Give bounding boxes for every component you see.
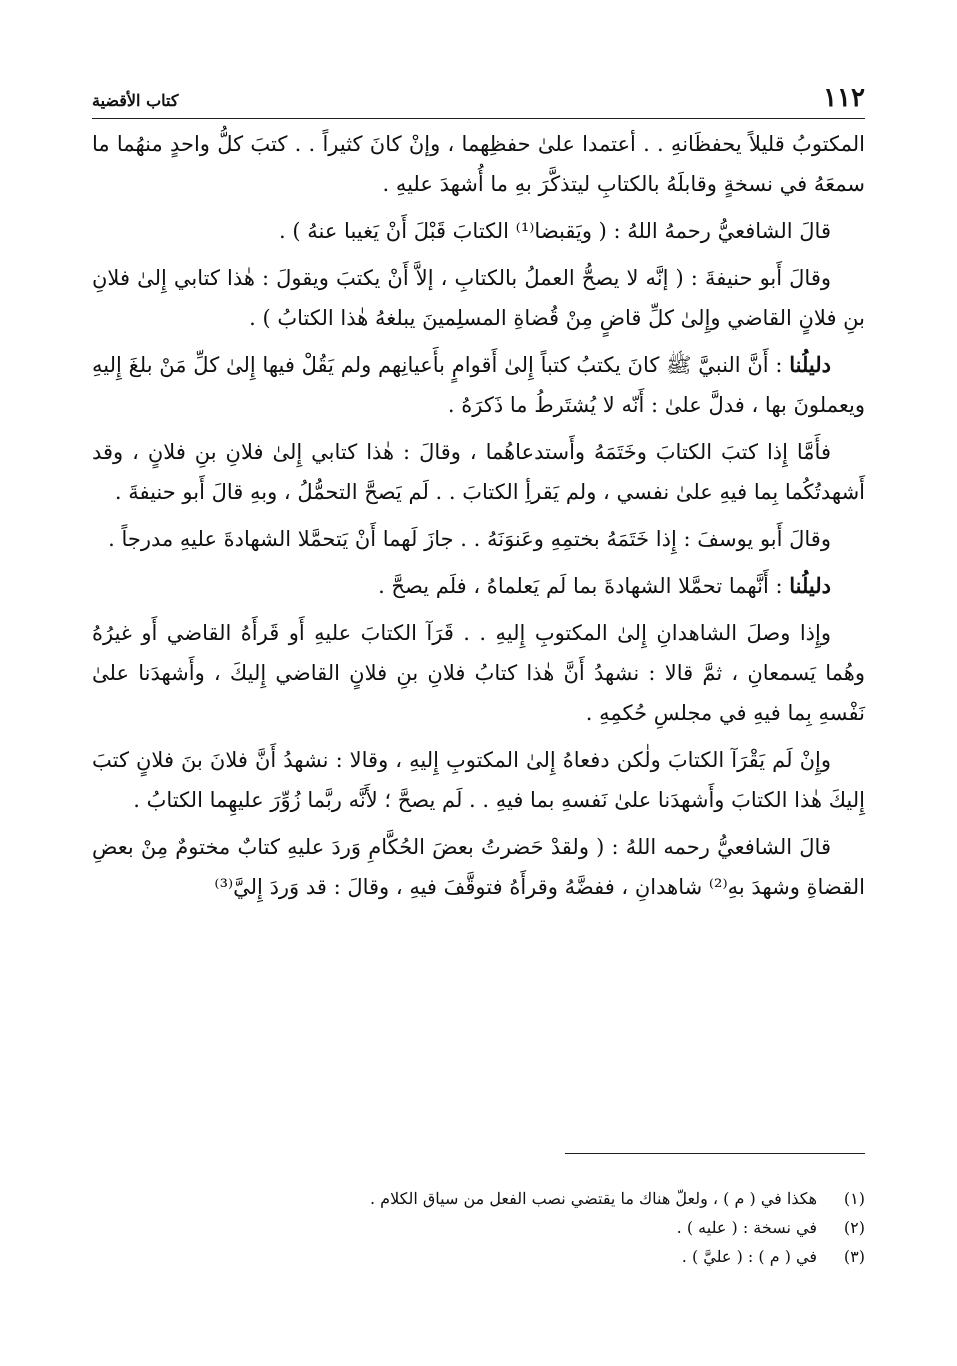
paragraph — [92, 258, 865, 338]
footnote-divider — [565, 1153, 865, 1154]
paragraph — [92, 345, 865, 425]
paragraph-text: فأَمَّا إِذا كتبَ الكتابَ وخَتَمَهُ وأَستدعاهُما ، وقالَ : هٰذا كتابي إِلىٰ فلانِ بنِ فلانٍ ، وقد أَشهدتُكُما بِما فيهِ علىٰ نفسي ، ولم يَقرأِ الكتابَ . . لَم يَصحَّ التحمُّلُ ، وبهِ قالَ أَبو حنيفةَ . — [92, 440, 865, 504]
footnote-text: في نسخة : ( عليه ) . — [676, 1218, 817, 1237]
paragraph-text: : أَنَّهما تحمَّلا الشهادةَ بما لَم يَعلماهُ ، فلَم يصحَّ . — [378, 574, 790, 598]
paragraph-text: وإِذا وصلَ الشاهدانِ إِلىٰ المكتوبِ إِليهِ . . قَرَآ الكتابَ عليهِ أَو قَرأَهُ القاضي أَو غيرُهُ وهُما يَسمعانِ ، ثمَّ قالا : نشهدُ أَنَّ هٰذا كتابُ فلانِ بنِ فلانٍ القاضي إِليكَ ، وأَشهدَنا علىٰ نَفْسهِ بِما فيهِ في مجلسِ حُكمِهِ . — [92, 621, 865, 725]
paragraph — [92, 124, 865, 204]
page-header — [92, 82, 865, 119]
footnotes — [92, 1184, 865, 1271]
footnote-text: في ( م ) : ( عليَّ ) . — [681, 1247, 817, 1266]
paragraph-text: قالَ الشافعيُّ رحمه اللهُ : ( ولقدْ حَضرتُ بعضَ الحُكَّامِ وَردَ عليهِ كتابٌ مختومٌ مِنْ بعضِ القضاةِ وشهدَ بهِ⁽²⁾ شاهدانِ ، ففضَّهُ وقرأَهُ فتوقَّفَ فيهِ ، وقالَ : قد وَردَ إِليَّ⁽³⁾ — [92, 835, 865, 899]
paragraph-lead: دليلُنا — [789, 573, 831, 598]
paragraph — [92, 827, 865, 907]
footnote-number: (٣) — [843, 1247, 865, 1266]
paragraph — [92, 613, 865, 733]
footnote-number: (١) — [843, 1189, 865, 1208]
paragraph-text: وإِنْ لَم يَقْرَآ الكتابَ ولٰكن دفعاهُ إِلىٰ المكتوبِ إِليهِ ، وقالا : نشهدُ أَنَّ فلانَ بنَ فلانٍ كتبَ إِليكَ هٰذا الكتابَ وأَشهدَنا علىٰ نَفسهِ بما فيهِ . . لَم يصحَّ ؛ لأَنَّه ربَّما زُوِّرَ عليهِما الكتابُ . — [92, 748, 865, 812]
paragraph — [92, 432, 865, 512]
paragraph-text: وقالَ أَبو يوسفَ : إِذا خَتَمَهُ بختمِهِ وعَنوَنَهُ . . جازَ لَهما أَنْ يَتحمَّلا الشهادةَ عليهِ مدرجاً . — [108, 527, 831, 551]
paragraph-text: المكتوبُ قليلاً يحفظَانهِ . . أعتمدا علىٰ حفظِهما ، وإنْ كانَ كثيراً . . كتبَ كلُّ واحدٍ منهُما ما سمعَهُ في نسخةٍ وقابلَهُ بالكتابِ ليتذكَّرَ بهِ ما أُشهدَ عليهِ . — [92, 132, 865, 196]
footnote-number: (٢) — [843, 1218, 865, 1237]
paragraph — [92, 211, 865, 251]
main-text — [92, 124, 865, 914]
footnote — [92, 1242, 865, 1271]
footnote — [92, 1184, 865, 1213]
paragraph-text: : أَنَّ النبيَّ ﷺ كانَ يكتبُ كتباً إِلىٰ أَقوامٍ بأَعيانِهم ولم يَقُلْ فيها إِلىٰ كلِّ مَنْ بلغَ إِليهِ ويعملونَ بها ، فدلَّ علىٰ : أَنّه لا يُشتَرطُ ما ذَكرَهُ . — [92, 353, 865, 417]
paragraph-text: وقالَ أَبو حنيفةَ : ( إنَّه لا يصحُّ العملُ بالكتابِ ، إلاَّ أَنْ يكتبَ ويقولَ : هٰذا كتابي إِلىٰ فلانِ بنِ فلانٍ القاضي وإِلىٰ كلِّ قاضٍ مِنْ قُضاةِ المسلِمينَ يبلغهُ هٰذا الكتابُ ) . — [92, 266, 865, 330]
paragraph-lead: دليلُنا — [789, 352, 831, 377]
paragraph — [92, 566, 865, 606]
paragraph-text: قالَ الشافعيُّ رحمهُ اللهُ : ( ويَقبضا⁽¹⁾ الكتابَ قَبْلَ أَنْ يَغيبا عنهُ ) . — [279, 219, 831, 243]
page-number: ١١٢ — [823, 83, 865, 113]
paragraph — [92, 740, 865, 820]
footnote — [92, 1213, 865, 1242]
footnote-text: هكذا في ( م ) ، ولعلّ هناك ما يقتضي نصب الفعل من سياق الكلام . — [370, 1189, 817, 1208]
running-title: كتاب الأقضية — [92, 91, 179, 110]
paragraph — [92, 519, 865, 559]
